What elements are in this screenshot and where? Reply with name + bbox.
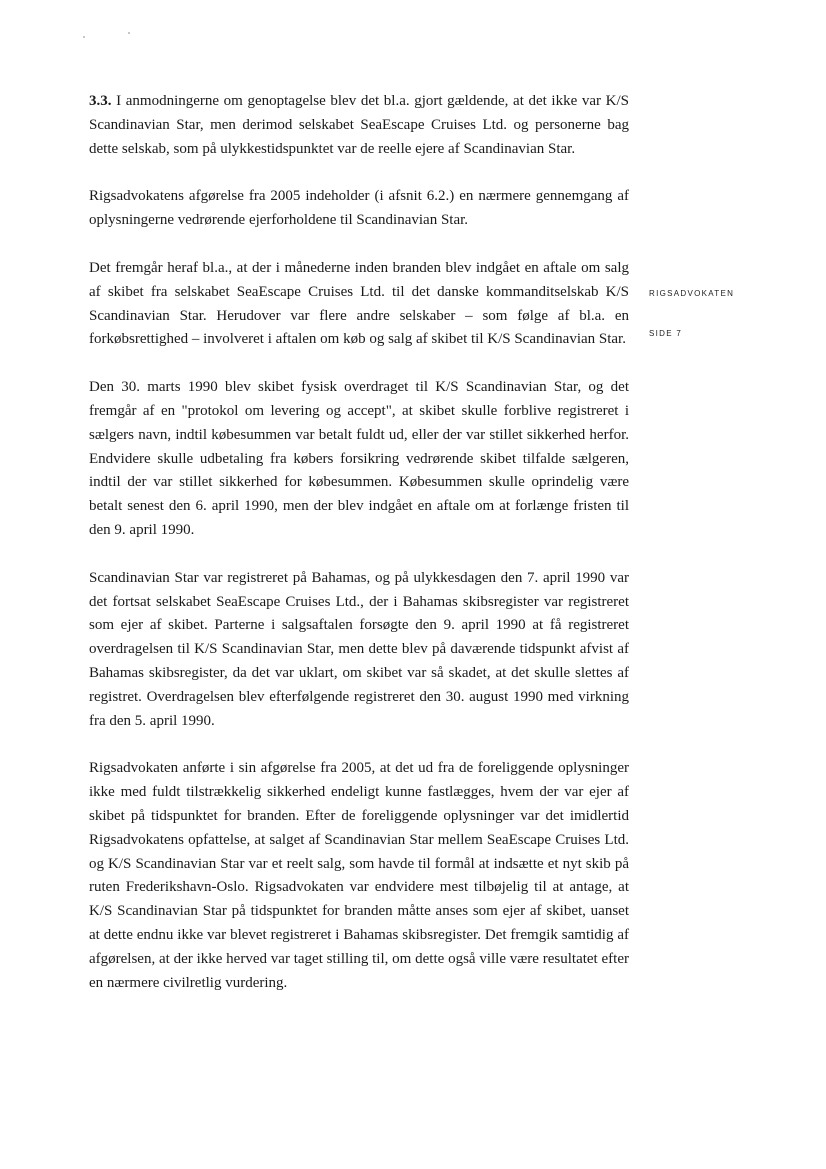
section-number: 3.3. xyxy=(89,93,112,109)
scan-speck xyxy=(128,32,130,34)
document-body xyxy=(89,90,629,1019)
paragraph: Den 30. marts 1990 blev skibet fysisk overdraget til K/S Scandinavian Star, og det fremgår af en "protokol om levering og accept", at skibet skulle forblive registreret i sælgers navn, indtil købesummen var betalt fuldt ud, eller der var stillet sikkerhed herfor. Endvidere skulle udbetaling fra købers forsikring vedrørende skibet tilfalde sælgeren, indtil der var stillet sikkerhed for købesummen. Købesummen skulle oprindelig være betalt senest den 6. april 1990, men der blev indgået en aftale om at forlænge fristen til den 9. april 1990. xyxy=(89,379,629,538)
paragraph-text: I anmodningerne om genoptagelse blev det bl.a. gjort gældende, at det ikke var K/S Scandinavian Star, men derimod selskabet SeaEscape Cruises Ltd. og personerne bag dette selskab, som på ulykkestidspunktet var de reelle ejere af Scandinavian Star. xyxy=(89,93,629,157)
paragraph: Rigsadvokatens afgørelse fra 2005 indeholder (i afsnit 6.2.) en nærmere gennemgang af oplysningerne vedrørende ejerforholdene til Scandinavian Star. xyxy=(89,188,629,229)
page-number: SIDE 7 xyxy=(649,329,683,338)
paragraph: Scandinavian Star var registreret på Bahamas, og på ulykkesdagen den 7. april 1990 var det fortsat selskabet SeaEscape Cruises Ltd., der i Bahamas skibsregister var registreret som ejer af skibet. Parterne i salgsaftalen forsøgte den 9. april 1990 at få registreret overdragelsen til K/S Scandinavian Star, men dette blev på daværende tidspunkt afvist af Bahamas skibsregister, da det var uklart, om skibet var så skadet, at det skulle slettes af registret. Overdragelsen blev efterfølgende registreret den 30. august 1990 med virkning fra den 5. april 1990. xyxy=(89,569,629,729)
organization-label: RIGSADVOKATEN xyxy=(649,289,735,298)
page-sidebar xyxy=(649,288,734,340)
paragraph: Rigsadvokaten anførte i sin afgørelse fra 2005, at det ud fra de foreliggende oplysninger ikke med fuldt tilstrækkelig sikkerhed endeligt kunne fastlægges, hvem der var ejer af skibet på tidspunktet for branden. Efter de foreliggende oplysninger var det imidlertid Rigsadvokatens opfattelse, at salget af Scandinavian Star mellem SeaEscape Cruises Ltd. og K/S Scandinavian Star var et reelt salg, som havde til formål at indsætte et nyt skib på ruten Frederikshavn-Oslo. Rigsadvokaten var endvidere mest tilbøjelig til at antage, at K/S Scandinavian Star på tidspunktet for branden måtte anses som ejer af skibet, uanset at dette endnu ikke var blevet registreret i Bahamas skibsregister. Det fremgik samtidig af afgørelsen, at der ikke herved var taget stilling til, om dette også ville være resultatet efter en nærmere civilretlig vurdering. xyxy=(89,760,629,991)
scan-speck xyxy=(83,36,85,38)
paragraph: Det fremgår heraf bl.a., at der i månederne inden branden blev indgået en aftale om salg af skibet fra selskabet SeaEscape Cruises Ltd. til det danske kommanditselskab K/S Scandinavian Star. Herudover var flere andre selskaber – som følge af bl.a. en forkøbsrettighed – involveret i aftalen om køb og salg af skibet til K/S Scandinavian Star. xyxy=(89,259,629,348)
paragraph-3-3 xyxy=(89,90,629,161)
